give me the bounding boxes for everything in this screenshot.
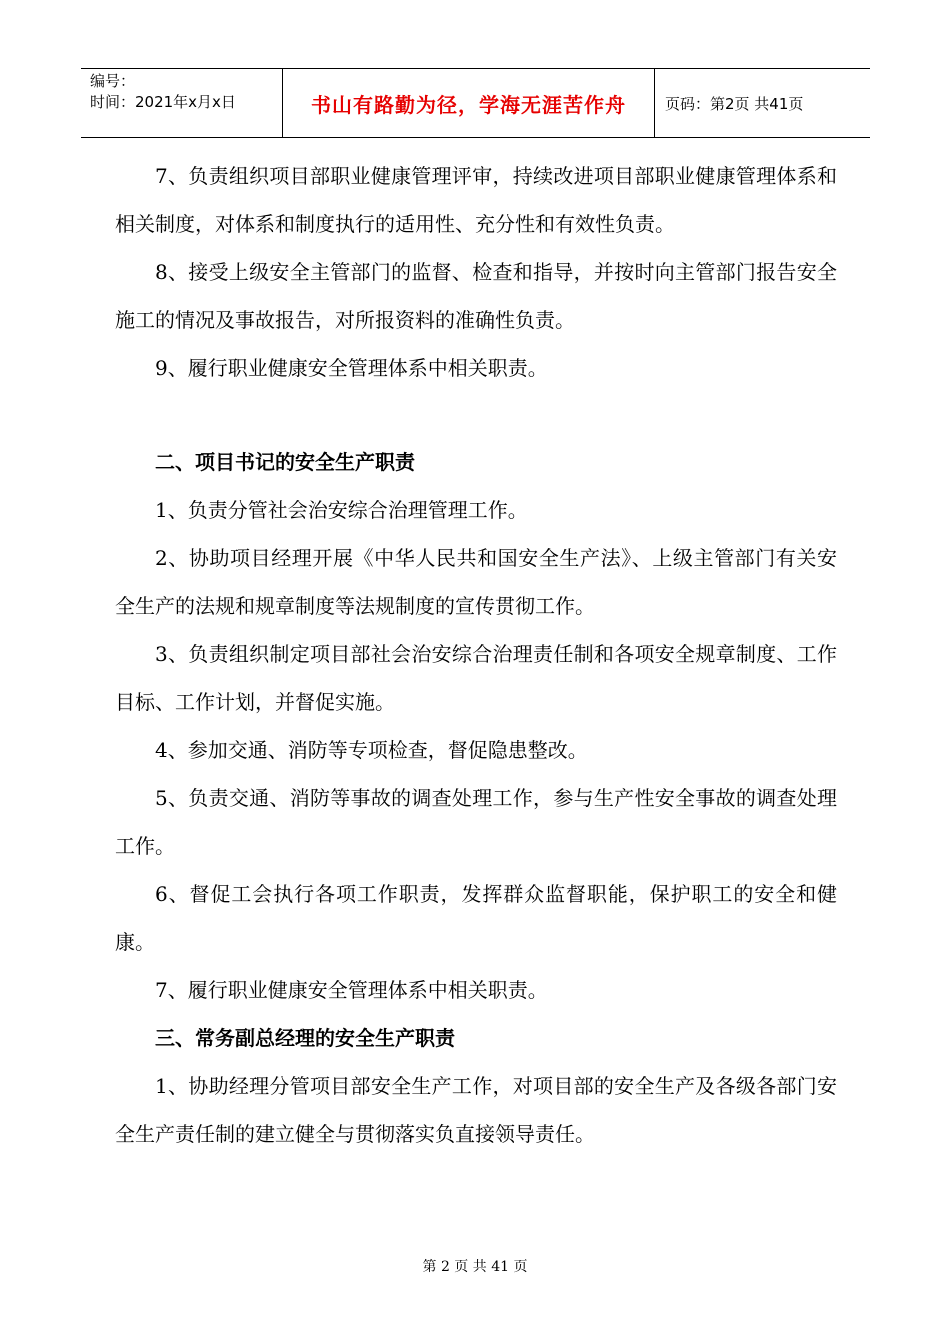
header-page-info: 页码：第2页 共41页 [665,94,804,113]
paragraph: 8、接受上级安全主管部门的监督、检查和指导，并按时向主管部门报告安全施工的情况及事故报告，对所报资料的准确性负责。 [115,260,837,332]
footer-page-number: 第 2 页 共 41 页 [422,1259,528,1275]
header-page-info-cell [655,69,870,137]
paragraph: 1、负责分管社会治安综合治理管理工作。 [155,498,528,522]
paragraph: 1、协助经理分管项目部安全生产工作，对项目部的安全生产及各级各部门安全生产责任制的建立健全与贯彻落实负直接领导责任。 [115,1074,837,1146]
section-heading: 二、项目书记的安全生产职责 [155,450,415,474]
header-meta [81,69,283,137]
paragraph: 6、督促工会执行各项工作职责，发挥群众监督职能，保护职工的安全和健康。 [115,882,837,954]
paragraph: 2、协助项目经理开展《中华人民共和国安全生产法》、上级主管部门有关安全生产的法规和规章制度等法规制度的宣传贯彻工作。 [115,546,837,618]
paragraph: 4、参加交通、消防等专项检查，督促隐患整改。 [155,738,588,762]
header-motto: 书山有路勤为径，学海无涯苦作舟 [311,92,626,117]
page-header [81,68,870,138]
paragraph: 7、履行职业健康安全管理体系中相关职责。 [155,978,548,1002]
section-spacer [115,392,837,438]
document-number-label: 编号： [90,72,136,90]
paragraph: 9、履行职业健康安全管理体系中相关职责。 [155,356,548,380]
paragraph: 5、负责交通、消防等事故的调查处理工作，参与生产性安全事故的调查处理工作。 [115,786,837,858]
page-footer [0,1256,950,1276]
paragraph: 3、负责组织制定项目部社会治安综合治理责任制和各项安全规章制度、工作目标、工作计划，并督促实施。 [115,642,837,714]
header-motto-cell [283,69,655,137]
paragraph: 7、负责组织项目部职业健康管理评审，持续改进项目部职业健康管理体系和相关制度，对体系和制度执行的适用性、充分性和有效性负责。 [115,164,837,236]
document-time: 时间：2021年x月x日 [90,93,236,111]
section-heading: 三、常务副总经理的安全生产职责 [155,1026,455,1050]
document-body [115,152,837,1158]
